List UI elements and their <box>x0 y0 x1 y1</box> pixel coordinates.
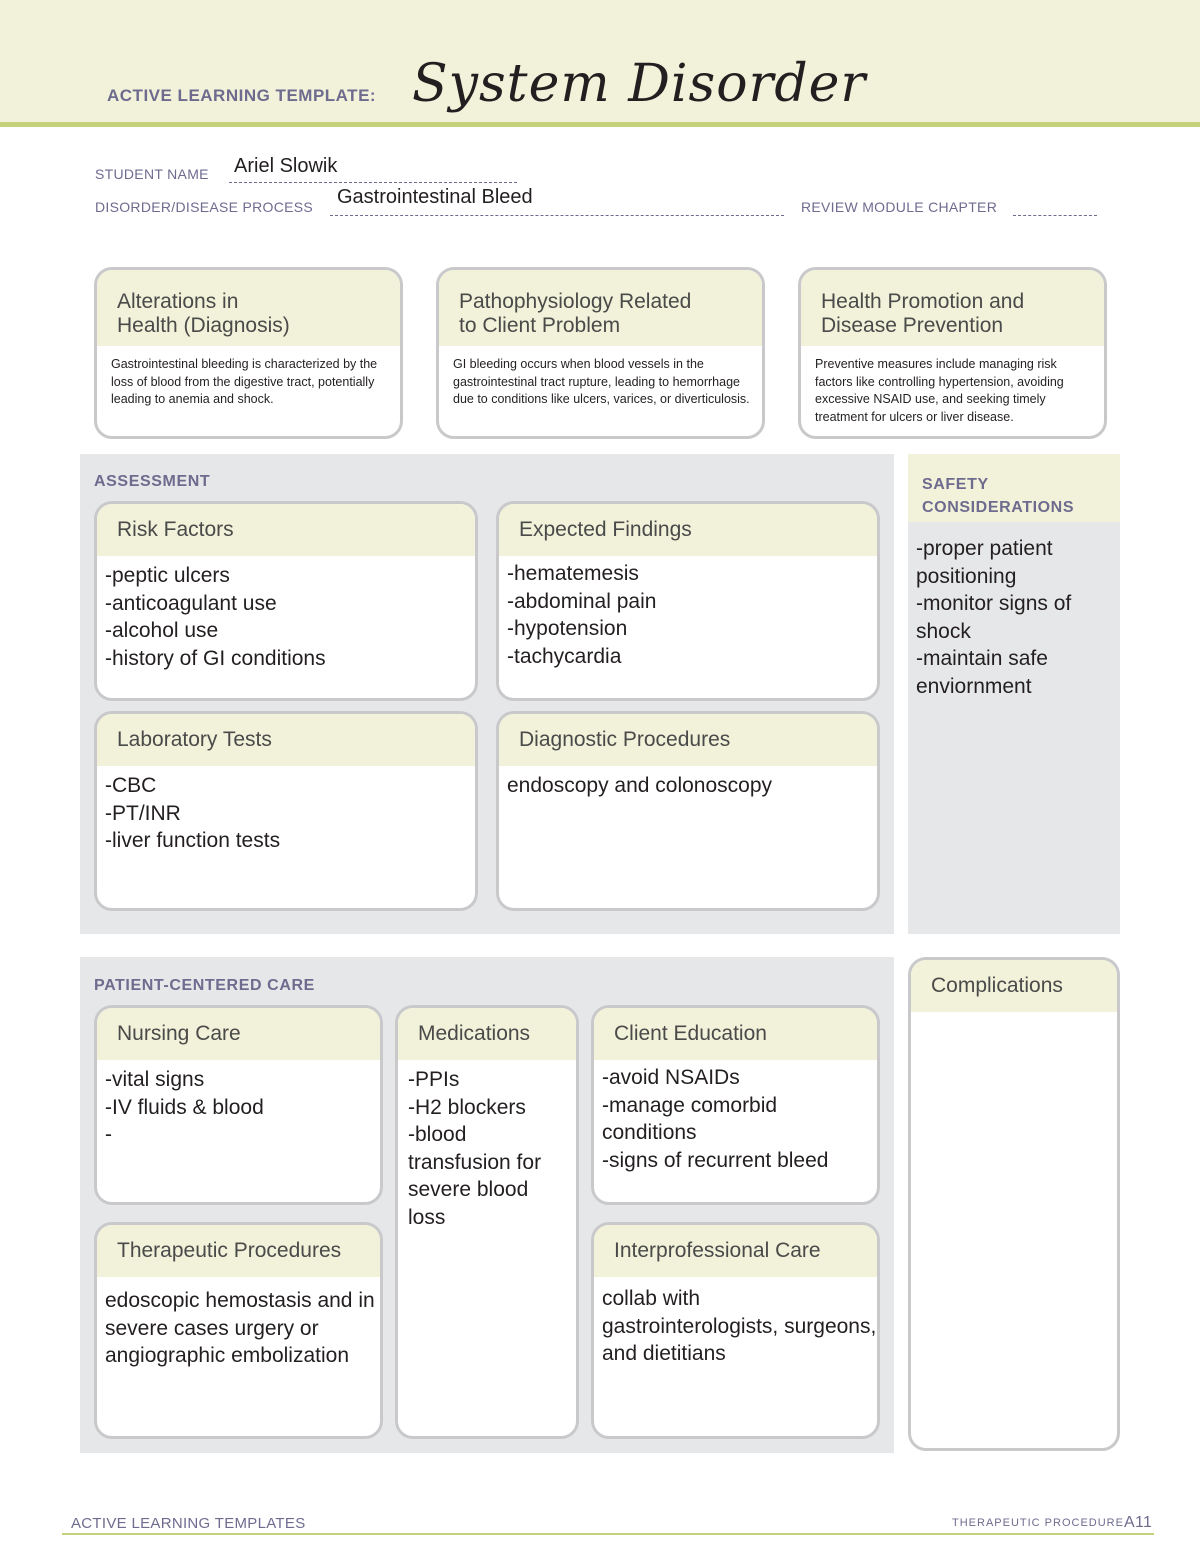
assessment-title: ASSESSMENT <box>94 473 211 490</box>
disorder-label: DISORDER/DISEASE PROCESS <box>95 199 314 215</box>
safety-body[interactable]: -proper patient positioning -monitor signs of shock -maintain safe enviornment <box>916 537 1072 698</box>
student-name-line <box>229 182 517 183</box>
risk-factors-box <box>94 501 478 701</box>
health-promotion-title: Health Promotion and Disease Prevention <box>801 270 1104 346</box>
complications-body[interactable] <box>911 1012 1117 1018</box>
laboratory-tests-title: Laboratory Tests <box>97 714 475 766</box>
expected-findings-box <box>496 501 880 701</box>
template-title: System Disorder <box>412 54 867 114</box>
disorder-field[interactable]: Gastrointestinal Bleed <box>337 186 533 208</box>
laboratory-tests-body[interactable]: -CBC -PT/INR -liver function tests <box>105 774 281 852</box>
therapeutic-procedures-title: Therapeutic Procedures <box>97 1225 380 1277</box>
diagnostic-procedures-box <box>496 711 880 911</box>
header-rule <box>0 122 1200 127</box>
disorder-line <box>330 215 784 216</box>
expected-findings-body[interactable]: -hematemesis -abdominal pain -hypotension -tachycardia <box>507 562 657 668</box>
risk-factors-title: Risk Factors <box>97 504 475 556</box>
client-education-box <box>591 1005 880 1205</box>
therapeutic-procedures-box <box>94 1222 383 1439</box>
review-module-label: REVIEW MODULE CHAPTER <box>801 199 998 215</box>
client-education-title: Client Education <box>594 1008 877 1060</box>
interprofessional-care-body[interactable]: collab with gastrointerologists, surgeons, and dietitians <box>602 1287 877 1365</box>
footer-rule <box>62 1533 1154 1535</box>
medications-box <box>395 1005 579 1439</box>
laboratory-tests-box <box>94 711 478 911</box>
complications-box <box>908 957 1120 1451</box>
medications-title: Medications <box>398 1008 576 1060</box>
nursing-care-title: Nursing Care <box>97 1008 380 1060</box>
student-name-field[interactable]: Ariel Slowik <box>234 155 338 177</box>
complications-title: Complications <box>911 960 1117 1012</box>
alterations-title: Alterations in Health (Diagnosis) <box>97 270 400 346</box>
nursing-care-box <box>94 1005 383 1205</box>
therapeutic-procedures-body[interactable]: edoscopic hemostasis and in severe cases urgery or angiographic embolization <box>105 1289 375 1367</box>
interprofessional-care-title: Interprofessional Care <box>594 1225 877 1277</box>
template-label: ACTIVE LEARNING TEMPLATE: <box>107 86 377 105</box>
footer-left: ACTIVE LEARNING TEMPLATES <box>71 1515 306 1532</box>
nursing-care-body[interactable]: -vital signs -IV fluids & blood - <box>105 1068 264 1146</box>
health-promotion-body[interactable]: Preventive measures include managing risk factors like controlling hypertension, avoiding excessive NSAID use, and seeking timely treatment for ulcers or liver disease. <box>815 357 1064 424</box>
alterations-body[interactable]: Gastrointestinal bleeding is characterized by the loss of blood from the digestive tract, potentially leading to anemia and shock. <box>111 357 378 406</box>
safety-title: SAFETY CONSIDERATIONS <box>922 476 1075 516</box>
alterations-box <box>94 267 403 439</box>
pathophysiology-title: Pathophysiology Related to Client Problem <box>439 270 762 346</box>
review-module-line <box>1013 215 1097 216</box>
student-name-label: STUDENT NAME <box>95 166 209 182</box>
footer-section-label: THERAPEUTIC PROCEDURE <box>952 1517 1124 1529</box>
patient-centered-care-title: PATIENT-CENTERED CARE <box>94 977 315 994</box>
medications-body[interactable]: -PPIs -H2 blockers -blood transfusion for severe blood loss <box>408 1068 542 1229</box>
diagnostic-procedures-title: Diagnostic Procedures <box>499 714 877 766</box>
pathophysiology-box <box>436 267 765 439</box>
risk-factors-body[interactable]: -peptic ulcers -anticoagulant use -alcohol use -history of GI conditions <box>105 564 326 670</box>
pathophysiology-body[interactable]: GI bleeding occurs when blood vessels in the gastrointestinal tract rupture, leading to hemorrhage due to conditions like ulcers, varices, or diverticulosis. <box>453 357 750 406</box>
health-promotion-box <box>798 267 1107 439</box>
diagnostic-procedures-body[interactable]: endoscopy and colonoscopy <box>507 774 773 797</box>
interprofessional-care-box <box>591 1222 880 1439</box>
footer-page-number: A11 <box>1124 1514 1153 1531</box>
expected-findings-title: Expected Findings <box>499 504 877 556</box>
client-education-body[interactable]: -avoid NSAIDs -manage comorbid conditions -signs of recurrent bleed <box>602 1066 829 1172</box>
